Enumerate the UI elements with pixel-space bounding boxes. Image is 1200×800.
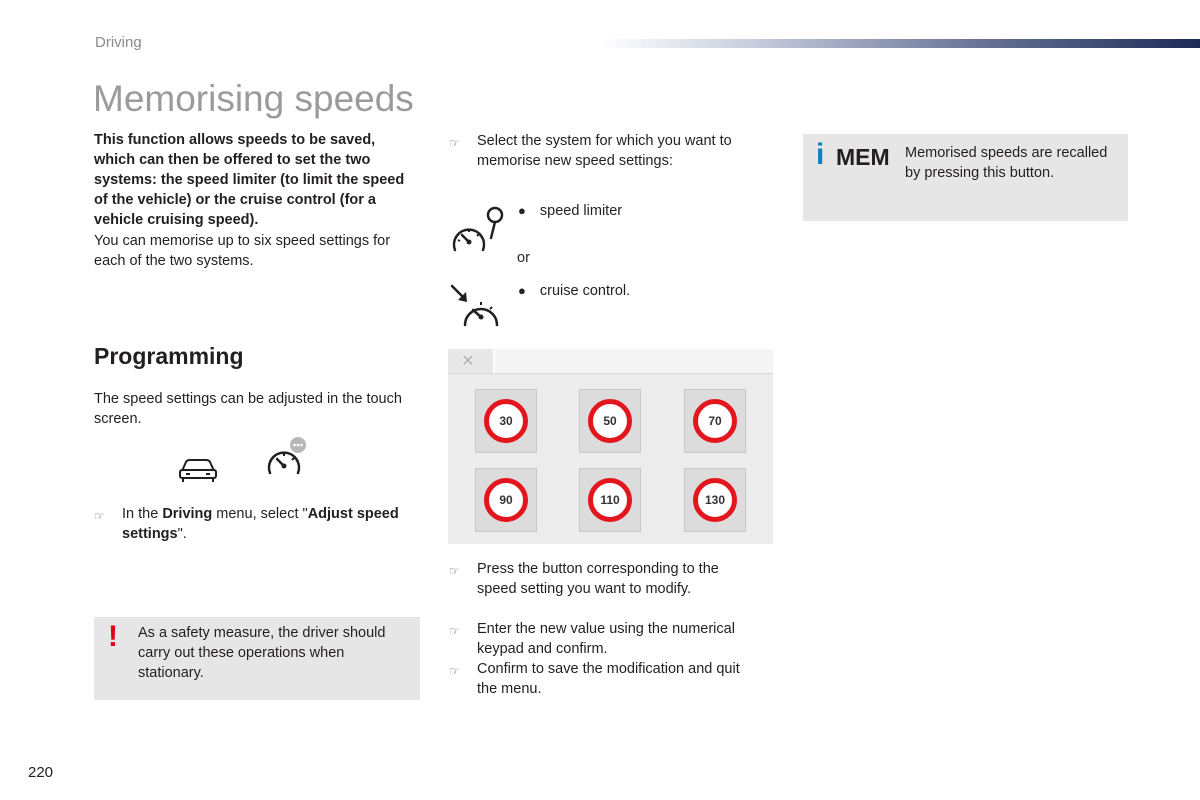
adjust-step: [94, 504, 424, 544]
programming-text: The speed settings can be adjusted in the touch screen.: [94, 391, 402, 427]
adjust-speed-settings-item: Adjust speed settings: [122, 506, 399, 542]
confirm-step: [449, 659, 759, 699]
speed-sign: 130: [693, 478, 737, 522]
driving-menu-name: Driving: [162, 506, 213, 522]
section-heading: Programming: [94, 343, 244, 369]
adjust-step-text: In the Driving menu, select "Adjust speed settings".: [122, 506, 399, 542]
speed-30-button[interactable]: [475, 389, 537, 453]
cruise-control-option: [518, 281, 630, 301]
enter-step: [449, 619, 759, 659]
speed-130-button[interactable]: [684, 468, 746, 532]
speed-limiter-label: speed limiter: [539, 203, 623, 219]
speed-sign: 70: [693, 399, 737, 443]
speed-sign: 90: [484, 478, 528, 522]
cruise-control-icon: [449, 284, 505, 332]
select-step: [449, 131, 759, 171]
bullet: ●: [518, 283, 526, 298]
info-text: Memorised speeds are recalled by pressing this button.: [905, 145, 1108, 181]
close-icon[interactable]: ×: [462, 350, 474, 372]
speed-70-button[interactable]: [684, 389, 746, 453]
cruise-control-label: cruise control.: [539, 283, 631, 299]
speed-110-button[interactable]: [579, 468, 641, 532]
mem-button-label: MEM: [836, 144, 890, 170]
page-number: 220: [28, 764, 54, 781]
speed-limiter-icon: [449, 205, 507, 261]
info-icon: i: [816, 138, 825, 171]
section-label: Driving: [95, 34, 142, 51]
header-bar: [600, 39, 1200, 48]
press-step-text: Press the button corresponding to the speed setting you want to modify.: [477, 561, 719, 597]
speed-50-button[interactable]: [579, 389, 641, 453]
bullet: ●: [518, 203, 526, 218]
press-step: [449, 559, 759, 599]
speed-sign: 50: [588, 399, 632, 443]
confirm-step-text: Confirm to save the modification and quit the menu.: [477, 661, 740, 697]
intro-text: You can memorise up to six speed settings for each of the two systems.: [94, 233, 391, 269]
pointer-icon: ☞: [449, 564, 460, 578]
select-step-text: Select the system for which you want to memorise new speed settings:: [477, 133, 732, 169]
intro-bold-text: This function allows speeds to be saved, which can then be offered to set the two systems: the speed limiter (to limit the speed of the vehicle) or the cruise control (for a vehicle cruising speed).: [94, 132, 405, 228]
screen-top-bar: [448, 349, 773, 374]
warning-icon: !: [108, 620, 118, 653]
car-icon: [178, 455, 218, 483]
pointer-icon: ☞: [449, 664, 460, 678]
warning-text: As a safety measure, the driver should carry out these operations when stationary.: [138, 625, 386, 681]
pointer-icon: ☞: [94, 509, 105, 523]
pointer-icon: ☞: [449, 136, 460, 150]
speed-settings-icon: [264, 436, 308, 478]
enter-step-text: Enter the new value using the numerical keypad and confirm.: [477, 621, 735, 657]
speed-sign: 30: [484, 399, 528, 443]
speed-sign: 110: [588, 478, 632, 522]
speed-limiter-option: [518, 201, 622, 221]
speed-90-button[interactable]: [475, 468, 537, 532]
page-title: Memorising speeds: [93, 78, 414, 119]
or-text: or: [517, 250, 530, 266]
pointer-icon: ☞: [449, 624, 460, 638]
